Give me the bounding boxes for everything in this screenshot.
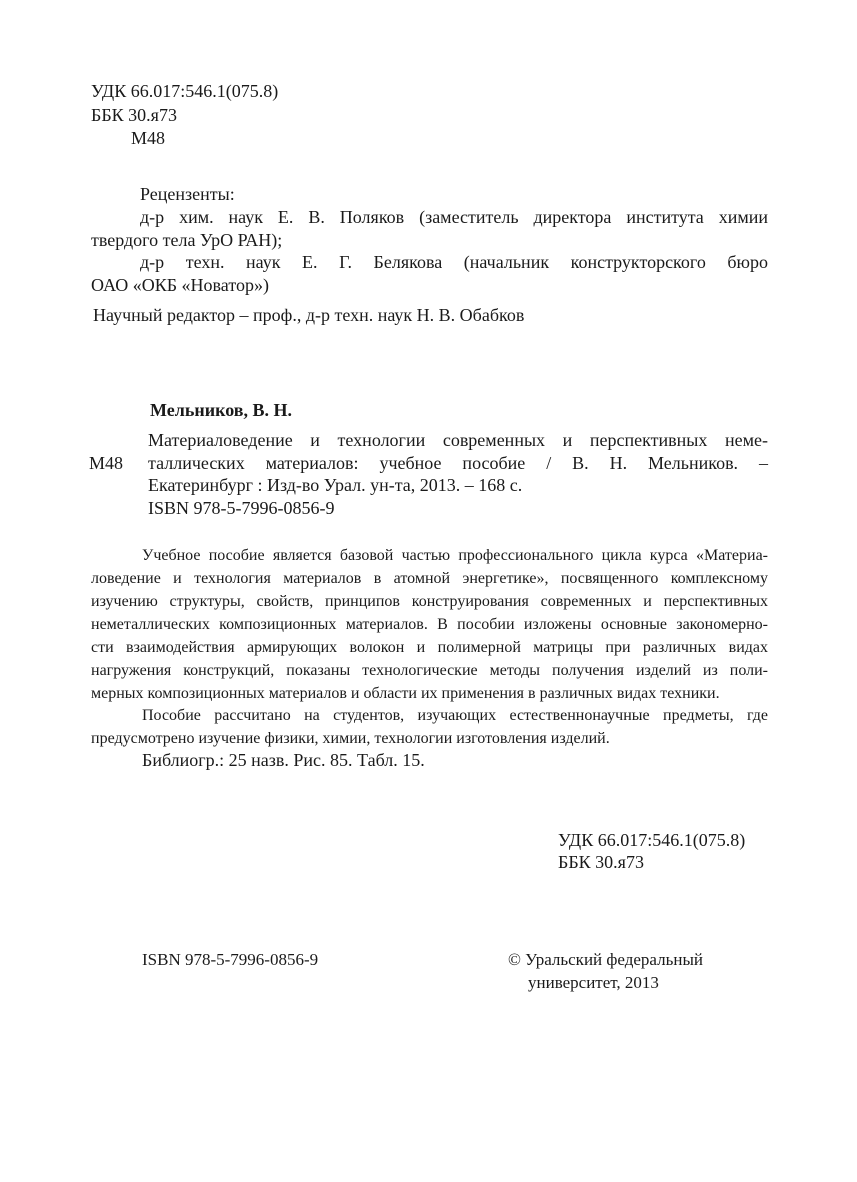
bib-isbn: ISBN 978-5-7996-0856-9: [148, 498, 335, 518]
abstract-line: предусмотрено изучение физики, химии, технологии изготовления изделий.: [91, 730, 610, 747]
classification-bbk: ББК 30.я73: [558, 852, 644, 872]
copyright-line-2: университет, 2013: [528, 973, 659, 992]
abstract-line: неметаллических композиционных материалов. В пособии изложены основные закономерно-: [91, 616, 768, 633]
bibliography-summary: Библиогр.: 25 назв. Рис. 85. Табл. 15.: [142, 750, 425, 770]
abstract-line: изучению структуры, свойств, принципов конструирования современных и перспективных: [91, 593, 768, 610]
abstract-line: мерных композиционных материалов и области их применения в различных видах техники.: [91, 685, 720, 702]
reviewer-2-line-1: д-р техн. наук Е. Г. Белякова (начальник конструкторского бюро: [140, 252, 768, 272]
abstract-line: сти взаимодействия армирующих волокон и полимерной матрицы при различных видах: [91, 639, 768, 656]
copyright-line-1: © Уральский федеральный: [508, 950, 703, 969]
scientific-editor: Научный редактор – проф., д-р техн. наук Н. В. Обабков: [93, 305, 525, 325]
reviewer-1-line-1: д-р хим. наук Е. В. Поляков (заместитель директора института химии: [140, 207, 768, 227]
bib-line-2: таллических материалов: учебное пособие / В. Н. Мельников. –: [148, 453, 768, 473]
reviewer-1-line-2: твердого тела УрО РАН);: [91, 230, 283, 250]
bib-author-mark: М48: [89, 453, 124, 473]
reviewers-title: Рецензенты:: [140, 184, 235, 204]
abstract-line: нагружения конструкций, показаны технологические методы получения изделий из поли-: [91, 662, 768, 679]
abstract-line: ловедение и технология материалов в атомной энергетике», посвященного комплексному: [91, 570, 768, 587]
reviewer-2-line-2: ОАО «ОКБ «Новатор»): [91, 275, 269, 295]
author-mark: М48: [131, 128, 166, 148]
abstract-line: Учебное пособие является базовой частью профессионального цикла курса «Материа-: [142, 547, 768, 564]
classification-udk: УДК 66.017:546.1(075.8): [558, 830, 746, 850]
book-author: Мельников, В. Н.: [150, 400, 293, 420]
abstract-line: Пособие рассчитано на студентов, изучающих естественнонаучные предметы, где: [142, 707, 768, 724]
footer-isbn: ISBN 978-5-7996-0856-9: [142, 950, 319, 969]
udk-code: УДК 66.017:546.1(075.8): [91, 81, 279, 101]
bib-line-3: Екатеринбург : Изд-во Урал. ун-та, 2013. – 168 с.: [148, 475, 523, 495]
bbk-code: ББК 30.я73: [91, 105, 177, 125]
bib-line-1: Материаловедение и технологии современных и перспективных неме-: [148, 430, 768, 450]
